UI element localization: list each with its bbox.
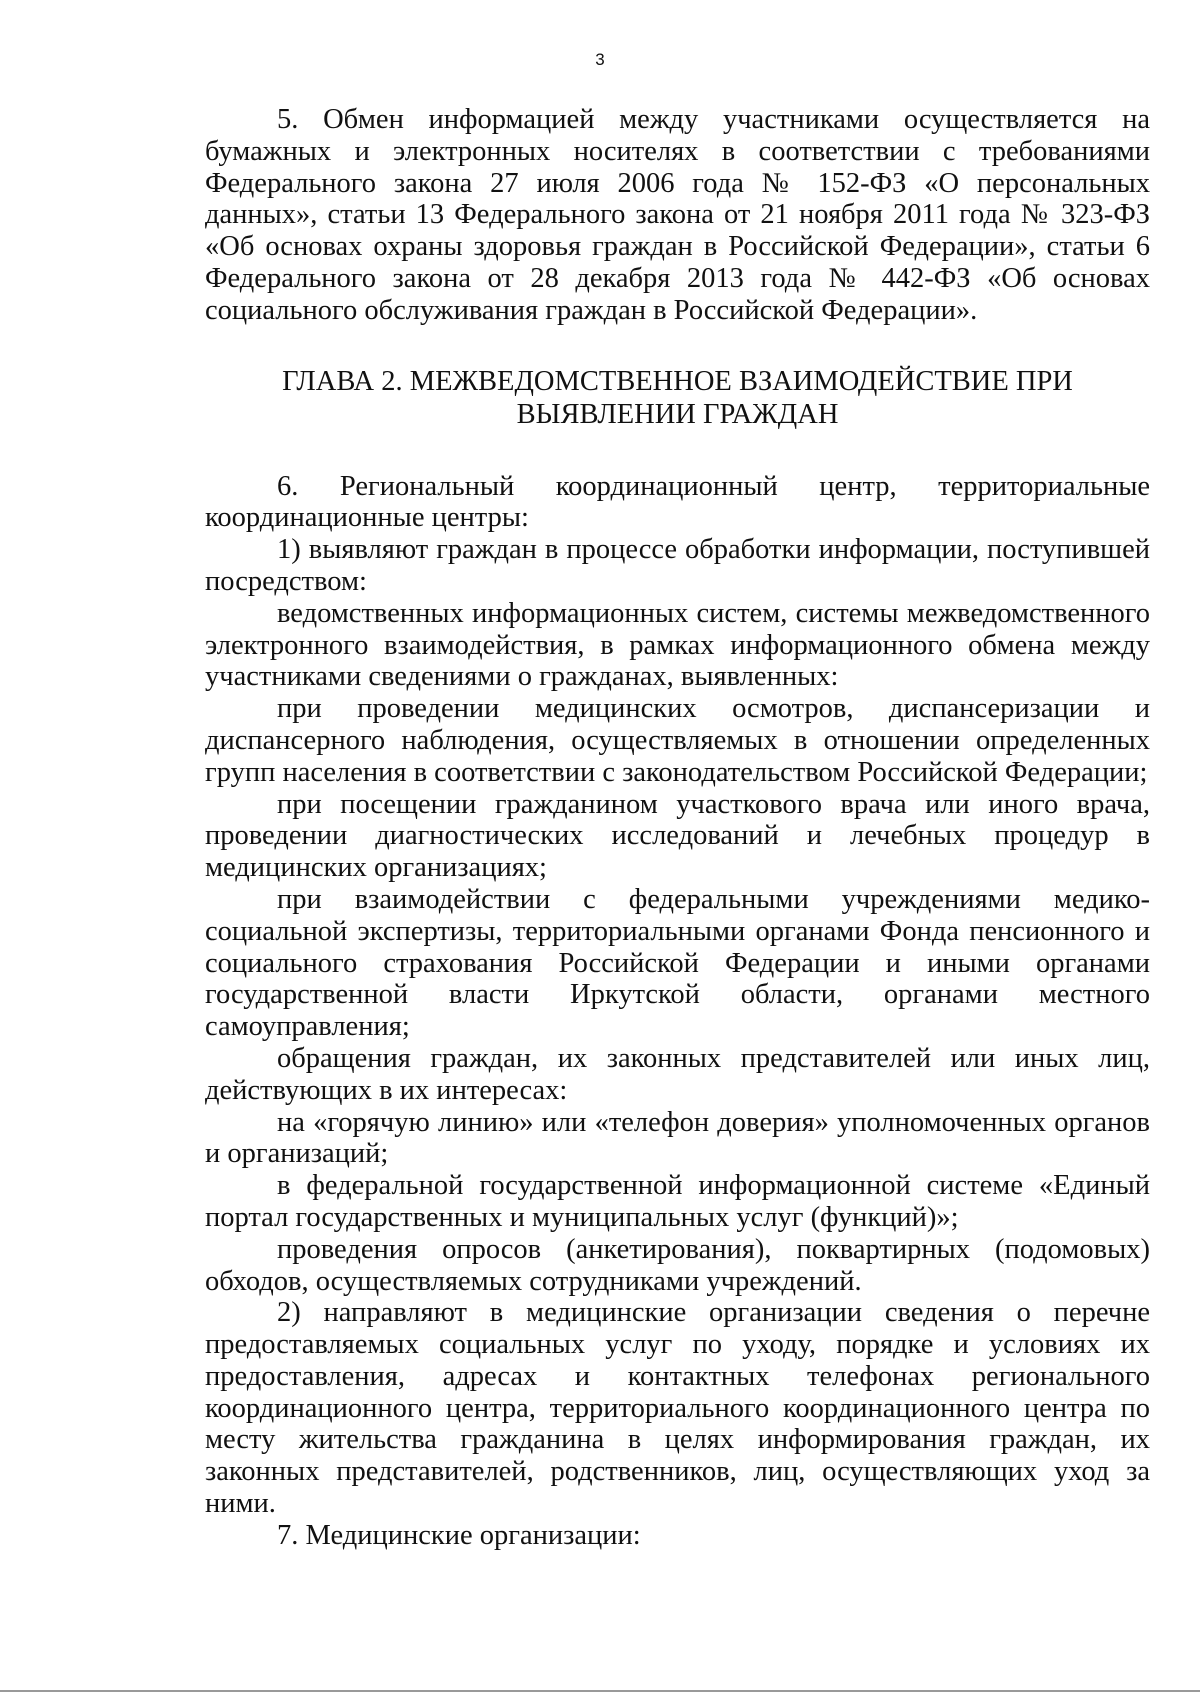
paragraph-public-services-portal: в федеральной государственной информационной системе «Единый портал государственных и муниципальных услуг (функций)»;: [205, 1170, 1150, 1233]
page-content: [205, 104, 1150, 1552]
paragraph-medical-checkups: при проведении медицинских осмотров, диспансеризации и диспансерного наблюдения, осуществляемых в отношении определенных групп населения в соответствии с законодательством Российской Федерации;: [205, 693, 1150, 788]
paragraph-surveys: проведения опросов (анкетирования), поквартирных (подомовых) обходов, осуществляемых сотрудниками учреждений.: [205, 1233, 1150, 1297]
chapter-heading-line-1: ГЛАВА 2. МЕЖВЕДОМСТВЕННОЕ ВЗАИМОДЕЙСТВИЕ ПРИ: [282, 365, 1073, 397]
page-number: 3: [595, 50, 605, 69]
paragraph-interaction-agencies: при взаимодействии с федеральными учреждениями медико-социальной экспертизы, территориальными органами Фонда пенсионного и социального страхования Российской Федерации и иными органами государственной власти Иркутской области, органами местного самоуправления;: [205, 883, 1150, 1043]
paragraph-doctor-visits: при посещении гражданином участкового врача или иного врача, проведении диагностических исследований и лечебных процедур в медицинских организациях;: [205, 788, 1150, 884]
chapter-heading-line-2: ВЫЯВЛЕНИИ ГРАЖДАН: [516, 398, 839, 430]
paragraph-6: 6. Региональный координационный центр, территориальные координационные центры:: [205, 470, 1150, 534]
paragraph-6-item-2: 2) направляют в медицинские организации сведения о перечне предоставляемых социальных услуг по уходу, порядке и условиях их предоставления, адресах и контактных телефонах регионального координационного центра, территориального координационного центра по месту жительства гражданина в целях информирования граждан, их законных представителей, родственников, лиц, осуществляющих уход за ними.: [205, 1297, 1150, 1520]
chapter-heading: [205, 365, 1150, 431]
paragraph-6-item-1: 1) выявляют граждан в процессе обработки информации, поступившей посредством:: [205, 534, 1150, 597]
paragraph-hotline: на «горячую линию» или «телефон доверия» уполномоченных органов и организаций;: [205, 1106, 1150, 1170]
page-bottom-edge: [0, 1690, 1200, 1692]
paragraph-5: 5. Обмен информацией между участниками осуществляется на бумажных и электронных носителях в соответствии с требованиями Федерального закона 27 июля 2006 года № 152-ФЗ «О персональных данных», статьи 13 Федерального закона от 21 ноября 2011 года № 323-ФЗ «Об основах охраны здоровья граждан в Российской Федерации», статьи 6 Федерального закона от 28 декабря 2013 года № 442-ФЗ «Об основах социального обслуживания граждан в Российской Федерации».: [205, 104, 1150, 326]
paragraph-7: 7. Медицинские организации:: [277, 1519, 641, 1551]
paragraph-info-systems: ведомственных информационных систем, системы межведомственного электронного взаимодействия, в рамках информационного обмена между участниками сведениями о гражданах, выявленных:: [205, 597, 1150, 693]
paragraph-citizen-appeals: обращения граждан, их законных представителей или иных лиц, действующих в их интересах:: [205, 1042, 1150, 1106]
